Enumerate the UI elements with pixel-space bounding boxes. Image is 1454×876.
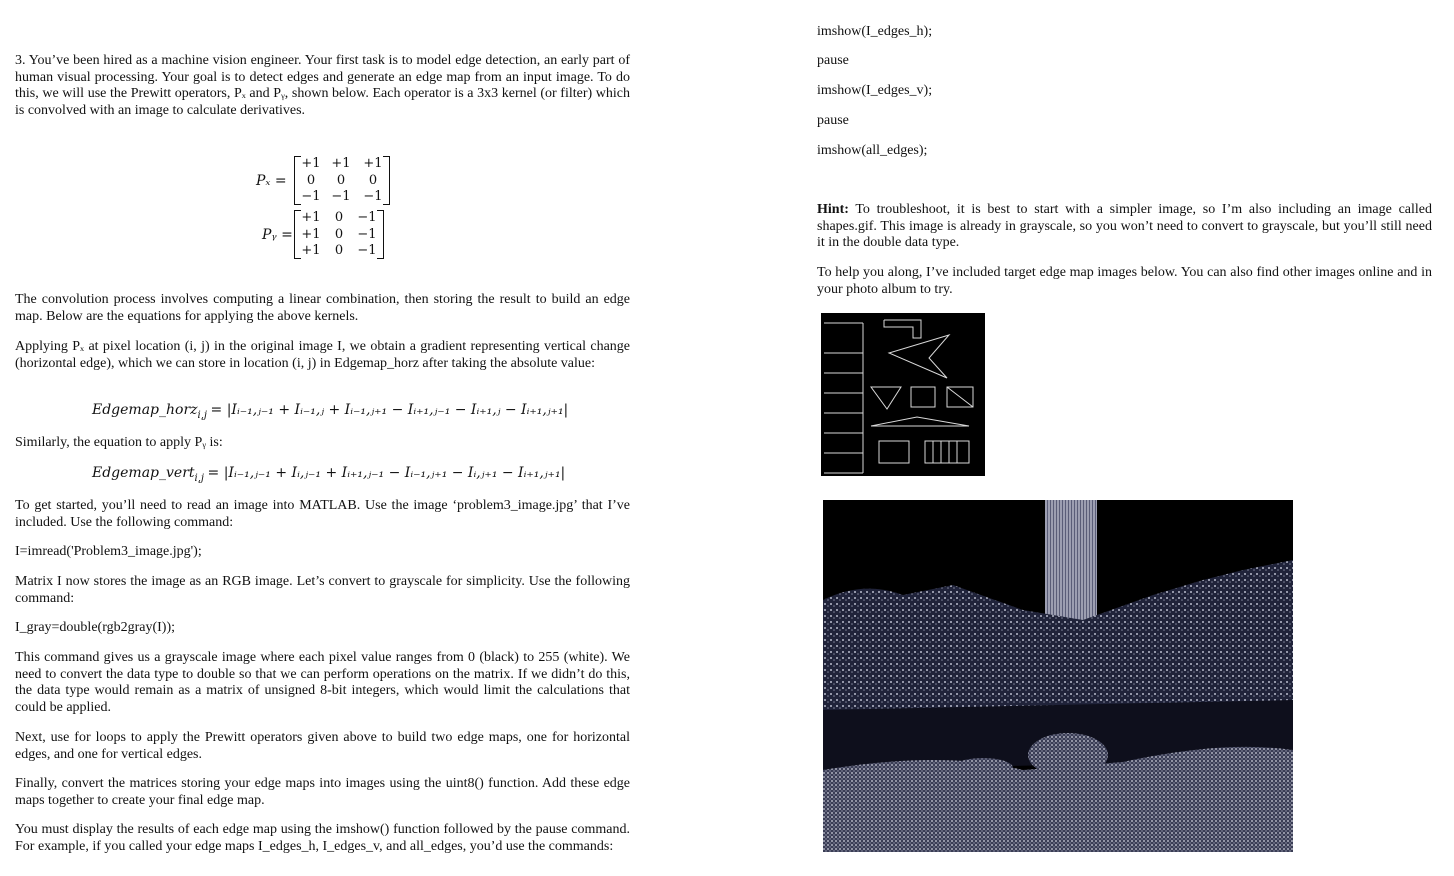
- py-label: Pᵧ =: [262, 227, 293, 243]
- matrix-cell: 0: [334, 210, 344, 225]
- matrix-cell: +1: [363, 156, 383, 171]
- matrix-cell: −1: [301, 189, 321, 204]
- matrix-cell: +1: [301, 227, 321, 242]
- matrix-cell: 0: [334, 243, 344, 258]
- finally-paragraph: Finally, convert the matrices storing your edge maps into images using the uint8() function. Add these edge maps together to create your final edge map.: [15, 776, 630, 808]
- imread-command: I=imread('Problem3_image.jpg');: [15, 544, 202, 559]
- hint-paragraph: [817, 202, 1432, 252]
- equation-subscript: i,j: [194, 472, 205, 484]
- similarly-paragraph: Similarly, the equation to apply Pᵧ is:: [15, 435, 223, 450]
- matrix-cell: −1: [331, 189, 351, 204]
- matrix-cell: +1: [331, 156, 351, 171]
- hint-text: To troubleshoot, it is best to start with a simpler image, so I’m also including an image called shapes.gif. This image is already in grayscale, so you won’t need to convert to grayscale, but you’ll still need it in the double data type.: [817, 202, 1432, 251]
- rgb2gray-command: I_gray=double(rgb2gray(I));: [15, 620, 176, 635]
- equation-rhs: = |Iᵢ₋₁,ⱼ₋₁ + Iᵢ,ⱼ₋₁ + Iᵢ₊₁,ⱼ₋₁ − Iᵢ₋₁,ⱼ₊₁ − Iᵢ,ⱼ₊₁ − Iᵢ₊₁,ⱼ₊₁|: [207, 465, 566, 481]
- matrix-cell: −1: [363, 189, 383, 204]
- help-paragraph: To help you along, I’ve included target edge map images below. You can also find other images online and in your photo album to try.: [817, 265, 1432, 297]
- edgemap-vert-equation: [92, 465, 565, 484]
- px-label: Pₓ =: [256, 173, 287, 189]
- code-line: imshow(I_edges_h);: [817, 24, 933, 39]
- matrix-cell: −1: [357, 243, 377, 258]
- get-started-paragraph: To get started, you’ll need to read an image into MATLAB. Use the image ‘problem3_image.jpg’ that I’ve included. Use the following command:: [15, 498, 630, 530]
- matrix-cell: 0: [334, 227, 344, 242]
- equation-lhs: Edgemap_horz: [92, 402, 198, 418]
- matrix-cell: 0: [336, 173, 346, 188]
- intro-paragraph: 3. You’ve been hired as a machine vision engineer. Your first task is to model edge detection, an early part of human visual processing. Your goal is to detect edges and generate an edge map from an input image. To do this, we will use the Prewitt operators, Pₓ and Pᵧ, shown below. Each operator is a 3x3 kernel (or filter) which is convolved with an image to calculate derivatives.: [15, 53, 630, 118]
- matrix-cell: 0: [368, 173, 378, 188]
- code-line: imshow(all_edges);: [817, 143, 928, 158]
- matrix-cell: +1: [301, 156, 321, 171]
- grayscale-paragraph: This command gives us a grayscale image where each pixel value ranges from 0 (black) to 255 (white). We need to convert the data type to double so that we can perform operations on the matrix. If we didn’t do this, the data type would remain as a matrix of unsigned 8-bit integers, which would limit the calculations that could be applied.: [15, 650, 630, 715]
- equation-rhs: = |Iᵢ₋₁,ⱼ₋₁ + Iᵢ₋₁,ⱼ + Iᵢ₋₁,ⱼ₊₁ − Iᵢ₊₁,ⱼ₋₁ − Iᵢ₊₁,ⱼ − Iᵢ₊₁,ⱼ₊₁|: [210, 402, 569, 418]
- equation-lhs: Edgemap_vert: [92, 465, 195, 481]
- matrix-cell: −1: [357, 227, 377, 242]
- matrix-cell: +1: [301, 243, 321, 258]
- matrix-cell: 0: [306, 173, 316, 188]
- photo-edge-map-image: [823, 500, 1293, 852]
- code-line: pause: [817, 53, 849, 68]
- next-paragraph: Next, use for loops to apply the Prewitt operators given above to build two edge maps, one for horizontal edges, and one for vertical edges.: [15, 730, 630, 762]
- matrix-rgb-paragraph: Matrix I now stores the image as an RGB image. Let’s convert to grayscale for simplicity. Use the following command:: [15, 574, 630, 606]
- code-line: pause: [817, 113, 849, 128]
- matrix-cell: −1: [357, 210, 377, 225]
- code-line: imshow(I_edges_v);: [817, 83, 933, 98]
- shapes-edge-map-drawing: [821, 313, 985, 476]
- photo-edge-map-drawing: [823, 500, 1293, 852]
- shapes-edge-map-image: [821, 313, 985, 476]
- applying-paragraph: Applying Pₓ at pixel location (i, j) in the original image I, we obtain a gradient representing vertical change (horizontal edge), which we can store in location (i, j) in Edgemap_horz after taking the absolute value:: [15, 339, 630, 371]
- matrix-cell: +1: [301, 210, 321, 225]
- hint-label: Hint:: [817, 202, 849, 217]
- convolution-paragraph: The convolution process involves computing a linear combination, then storing the result to build an edge map. Below are the equations for applying the above kernels.: [15, 292, 630, 324]
- py-matrix: [262, 210, 402, 260]
- px-matrix: [256, 156, 396, 206]
- equation-subscript: i,j: [197, 409, 208, 421]
- display-paragraph: You must display the results of each edge map using the imshow() function followed by the pause command. For example, if you called your edge maps I_edges_h, I_edges_v, and all_edges, you’d use the commands:: [15, 822, 630, 854]
- edgemap-horz-equation: [92, 402, 568, 421]
